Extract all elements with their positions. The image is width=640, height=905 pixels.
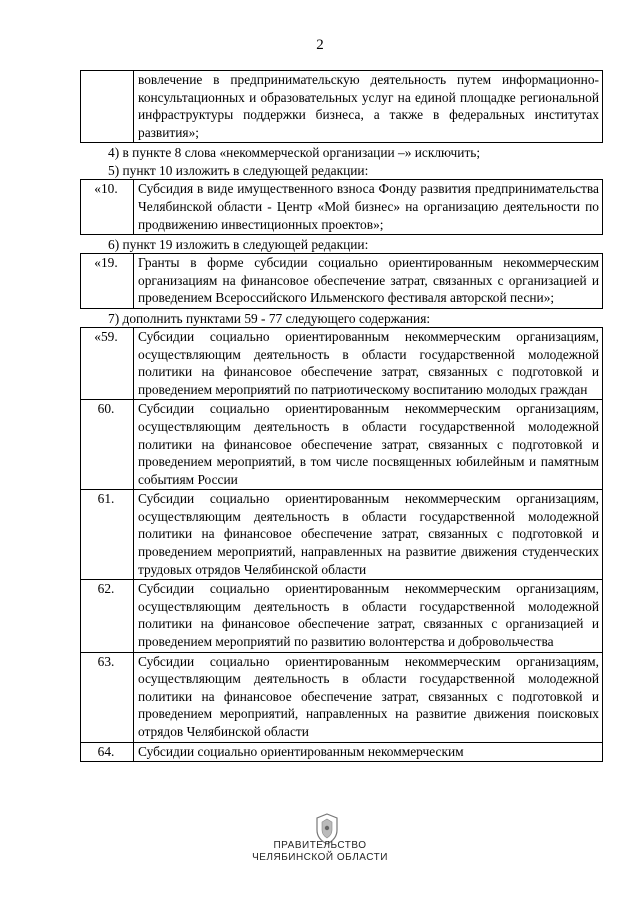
table-row: [81, 652, 603, 742]
row-number: «19.: [81, 254, 134, 309]
row-text: Субсидии социально ориентированным некоммерческим организациям, осуществляющим деятельность в области государственной молодежной политики на финансовое обеспечение затрат, связанных с организацией и проведением мероприятий по развитию волонтерства и добровольчества: [134, 580, 603, 652]
issuer-stamp: [0, 840, 640, 864]
table-row: [81, 400, 603, 490]
row-text: Субсидия в виде имущественного взноса Фонду развития предпринимательства Челябинской области - Центр «Мой бизнес» на организацию деятельности по продвижению инвестиционных проектов»;: [134, 180, 603, 235]
row-text: Субсидии социально ориентированным некоммерческим организациям, осуществляющим деятельность в области государственной молодежной политики на финансовое обеспечение затрат, связанных с подготовкой и проведением мероприятий, направленных на развитие движения поисковых отрядов Челябинской области: [134, 652, 603, 742]
row-text: Гранты в форме субсидии социально ориентированным некоммерческим организациям на финансовое обеспечение затрат, связанных с организацией и проведением Всероссийского Ильменского фестиваля авторской песни»;: [134, 254, 603, 309]
amended-row-19: [80, 253, 603, 309]
table-row: [81, 580, 603, 652]
row-number: [81, 71, 134, 143]
amended-row-tail: [80, 70, 603, 143]
table-row: [81, 490, 603, 580]
row-text: Субсидии социально ориентированным некоммерческим организациям, осуществляющим деятельность в области государственной молодежной политики на финансовое обеспечение затрат, связанных с подготовкой и проведением мероприятий, в том числе посвященных юбилейным и памятным событиям России: [134, 400, 603, 490]
row-number: «59.: [81, 327, 134, 399]
table-row: [81, 742, 603, 762]
table-row: [81, 327, 603, 399]
amendment-item-5: 5) пункт 10 изложить в следующей редакции:: [108, 163, 369, 179]
row-number: «10.: [81, 180, 134, 235]
table-row: [81, 71, 603, 143]
row-text: Субсидии социально ориентированным некоммерческим организациям, осуществляющим деятельность в области государственной молодежной политики на финансовое обеспечение затрат, связанных с подготовкой и проведением мероприятий, направленных на развитие движения студенческих трудовых отрядов Челябинской области: [134, 490, 603, 580]
document-body: [80, 70, 603, 762]
row-text: Субсидии социально ориентированным некоммерческим организациям, осуществляющим деятельность в области государственной молодежной политики на финансовое обеспечение затрат, связанных с подготовкой и проведением мероприятий по патриотическому воспитанию молодых граждан: [134, 327, 603, 399]
amendment-item-6: 6) пункт 19 изложить в следующей редакции:: [108, 237, 369, 253]
row-number: 62.: [81, 580, 134, 652]
row-number: 63.: [81, 652, 134, 742]
issuer-line-2: ЧЕЛЯБИНСКОЙ ОБЛАСТИ: [252, 852, 388, 863]
row-number: 61.: [81, 490, 134, 580]
amendment-item-4: 4) в пункте 8 слова «некоммерческой организации –» исключить;: [108, 145, 481, 161]
row-text: вовлечение в предпринимательскую деятельность путем информационно-консультационных и образовательных услуг на единой площадке региональной инфраструктуры поддержки бизнеса, а также в федеральных институтах развития»;: [134, 71, 603, 143]
table-row: [81, 254, 603, 309]
new-items-table: [80, 327, 603, 762]
row-text: Субсидии социально ориентированным некоммерческим: [134, 742, 603, 762]
table-row: [81, 180, 603, 235]
row-number: 60.: [81, 400, 134, 490]
row-number: 64.: [81, 742, 134, 762]
amended-row-10: [80, 179, 603, 235]
page-number: 2: [316, 37, 324, 53]
amendment-item-7: 7) дополнить пунктами 59 - 77 следующего содержания:: [108, 310, 431, 326]
issuer-line-1: ПРАВИТЕЛЬСТВО: [273, 840, 367, 851]
